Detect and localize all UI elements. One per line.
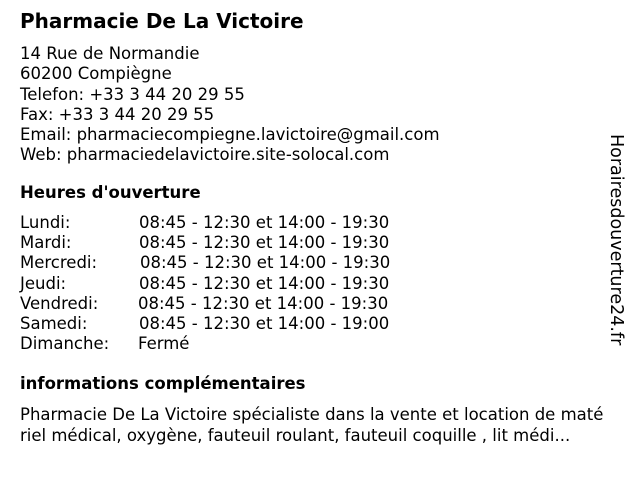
phone-number: Telefon: +33 3 44 20 29 55 [20, 84, 245, 104]
hours-row-saturday [20, 314, 440, 334]
email-address: Email: pharmaciecompiegne.lavictoire@gmail.com [20, 125, 440, 145]
day-label: Mercredi: [20, 253, 98, 273]
description-line: Pharmacie De La Victoire spécialiste dans la vente et location de maté [20, 405, 604, 424]
day-label: Samedi: [20, 313, 88, 333]
day-label: Dimanche: [20, 334, 110, 354]
hours-row-sunday [20, 334, 440, 354]
additional-info-text [20, 404, 632, 446]
day-label: Vendredi: [20, 293, 99, 313]
website-address: Web: pharmaciedelavictoire.site-solocal.com [20, 145, 390, 165]
hours-row-thursday [20, 274, 440, 294]
hours-value: Fermé [138, 334, 190, 354]
hours-value: 08:45 - 12:30 et 14:00 - 19:30 [140, 253, 391, 273]
page-title: Pharmacie De La Victoire [20, 9, 304, 33]
hours-value: 08:45 - 12:30 et 14:00 - 19:30 [139, 213, 390, 232]
hours-row-monday [20, 213, 440, 233]
opening-hours-heading: Heures d'ouverture [20, 183, 201, 202]
hours-value: 08:45 - 12:30 et 14:00 - 19:00 [139, 313, 390, 333]
day-label: Jeudi: [20, 273, 67, 293]
hours-row-friday [20, 294, 440, 314]
hours-value: 08:45 - 12:30 et 14:00 - 19:30 [139, 273, 390, 293]
contact-block [20, 44, 440, 166]
hours-row-tuesday [20, 233, 440, 253]
street-address: 14 Rue de Normandie [20, 44, 200, 63]
hours-value: 08:45 - 12:30 et 14:00 - 19:30 [139, 233, 390, 253]
hours-row-wednesday [20, 253, 440, 273]
fax-number: Fax: +33 3 44 20 29 55 [20, 104, 215, 124]
site-watermark: Horairesdouverture24.fr [606, 134, 626, 346]
opening-hours-list [20, 213, 440, 354]
day-label: Mardi: [20, 233, 72, 253]
hours-value: 08:45 - 12:30 et 14:00 - 19:30 [138, 293, 389, 313]
additional-info-heading: informations complémentaires [20, 374, 306, 393]
city-postcode: 60200 Compiègne [20, 64, 172, 84]
day-label: Lundi: [20, 213, 71, 232]
description-line: riel médical, oxygène, fauteuil roulant, fauteuil coquille , lit médi... [20, 426, 571, 445]
